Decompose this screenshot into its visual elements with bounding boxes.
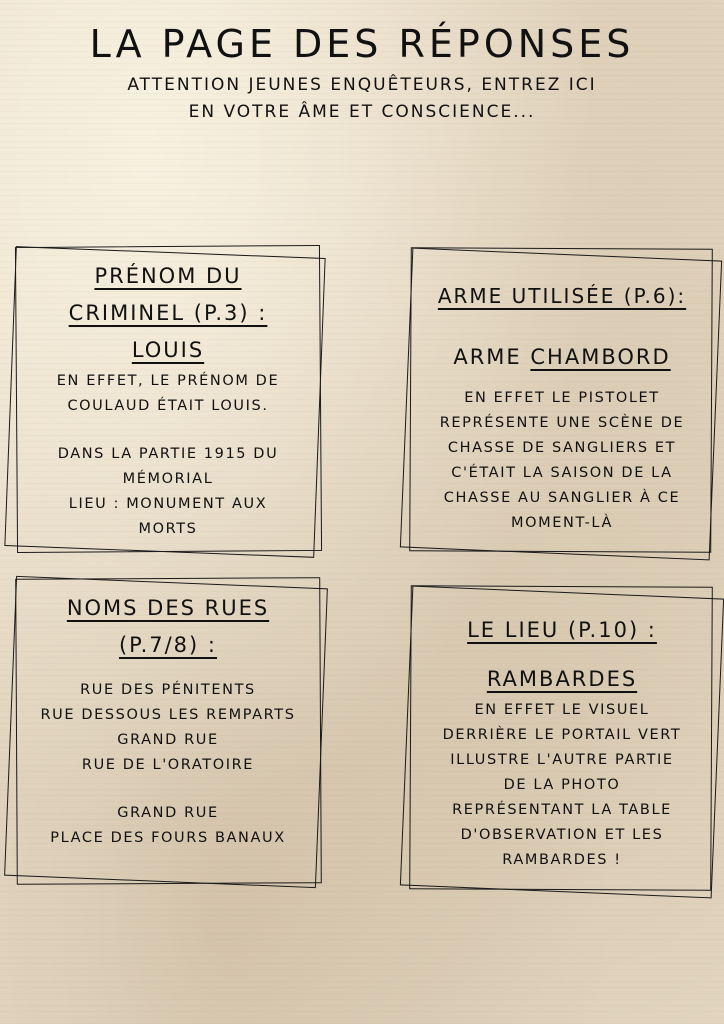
card-heading-line-1: PRÉNOM DU [94, 264, 242, 288]
card-heading: ARME UTILISÉE (P.6): [437, 284, 687, 308]
card-body [412, 386, 712, 536]
card-heading [8, 590, 328, 664]
body-line: DERRIÈRE LE PORTAIL VERT [442, 727, 682, 743]
card-answer: LOUIS [131, 338, 205, 362]
answer-card-criminal-name [0, 238, 335, 568]
subtitle-line-2: EN VOTRE ÂME ET CONSCIENCE... [188, 102, 536, 122]
answer-card-street-names [0, 568, 335, 900]
answer-card-location [392, 578, 724, 910]
body-line: MOMENT-LÀ [511, 515, 613, 531]
card-heading [8, 258, 328, 332]
card-body [412, 698, 712, 873]
body-line: D'OBSERVATION ET LES [460, 827, 664, 843]
body-line: LIEU : MONUMENT AUX [68, 496, 268, 512]
body-line: MORTS [138, 521, 198, 537]
body-line: DANS LA PARTIE 1915 DU [57, 446, 279, 462]
page-header [0, 22, 724, 126]
answer-underlined: CHAMBORD [530, 345, 671, 369]
body-line: EN EFFET, LE PRÉNOM DE [56, 373, 280, 389]
body-line: RAMBARDES ! [502, 852, 622, 868]
card-content [412, 612, 712, 873]
body-line: C'ÉTAIT LA SAISON DE LA [451, 465, 673, 481]
body-line: DE LA PHOTO [503, 777, 621, 793]
answer-card-weapon [392, 238, 724, 568]
card-heading: LE LIEU (P.10) : [467, 618, 657, 642]
body-line: CHASSE DE SANGLIERS ET [447, 440, 677, 456]
card-body [8, 678, 328, 851]
body-line: EN EFFET LE PISTOLET [464, 390, 660, 406]
card-body [8, 369, 328, 542]
subtitle-line-1: ATTENTION JEUNES ENQUÊTEURS, ENTREZ ICI [127, 75, 597, 95]
card-answer [412, 339, 712, 376]
body-line: RUE DES PÉNITENTS [80, 682, 256, 698]
body-line: MÉMORIAL [122, 471, 214, 487]
body-line: GRAND RUE [117, 732, 219, 748]
body-line: RUE DE L'ORATOIRE [81, 757, 255, 773]
card-answer: RAMBARDES [486, 667, 638, 691]
body-line: RUE DESSOUS LES REMPARTS [40, 707, 296, 723]
body-line: PLACE DES FOURS BANAUX [50, 830, 286, 846]
body-line: EN EFFET LE VISUEL [474, 702, 650, 718]
card-content [8, 590, 328, 851]
card-heading-line-2: (P.7/8) : [118, 633, 217, 657]
card-heading-line-1: NOMS DES RUES [66, 596, 270, 620]
body-line: COULAUD ÉTAIT LOUIS. [67, 398, 269, 414]
card-content [412, 278, 712, 536]
page-subtitle [0, 72, 724, 126]
body-line: REPRÉSENTE UNE SCÈNE DE [439, 415, 685, 431]
body-line: REPRÉSENTANT LA TABLE [452, 802, 672, 818]
body-line: CHASSE AU SANGLIER À CE [443, 490, 681, 506]
page-title: LA PAGE DES RÉPONSES [89, 22, 635, 66]
card-content [8, 258, 328, 542]
card-heading-line-2: CRIMINEL (P.3) : [68, 301, 268, 325]
body-line: ILLUSTRE L'AUTRE PARTIE [450, 752, 674, 768]
answer-prefix: ARME [453, 345, 522, 369]
body-line: GRAND RUE [117, 805, 219, 821]
